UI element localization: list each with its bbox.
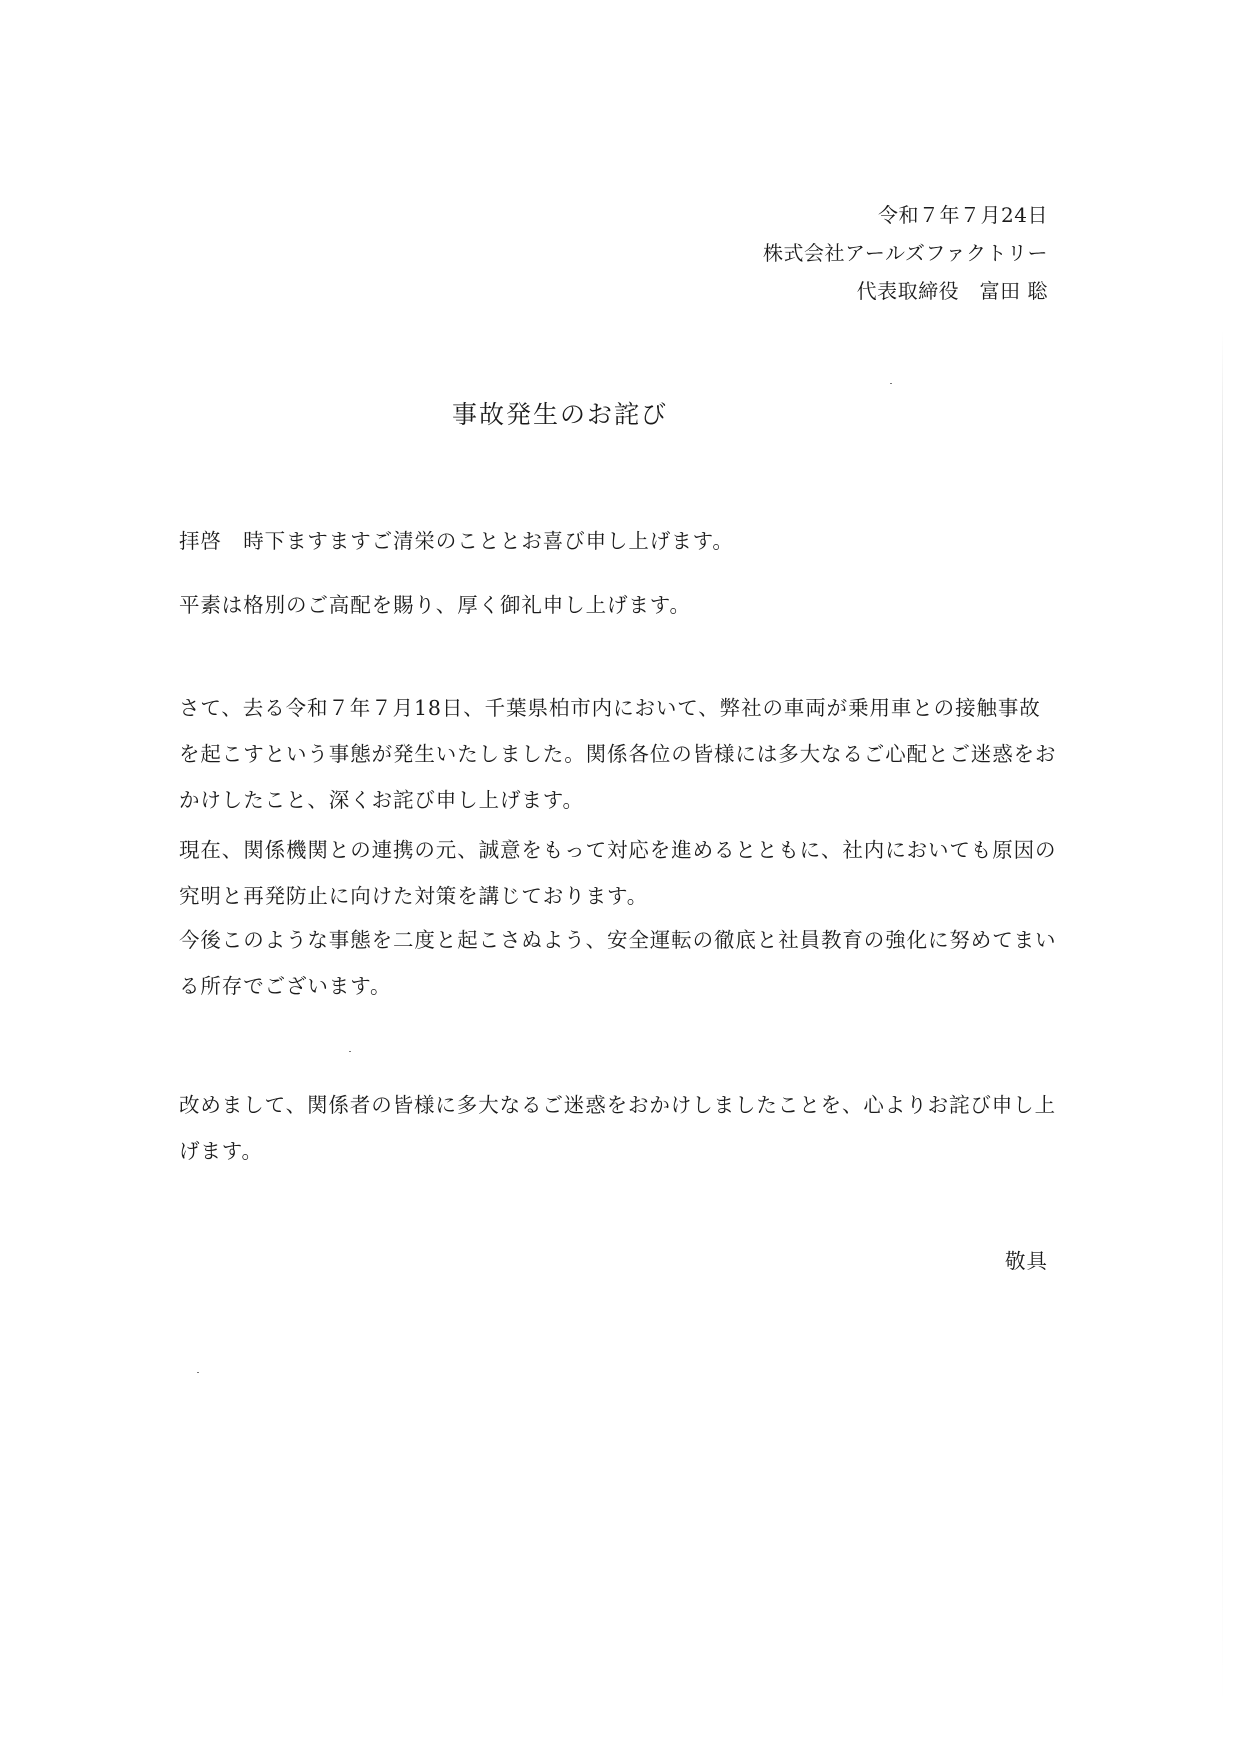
apology-paragraph: 改めまして、関係者の皆様に多大なるご迷惑をおかけしましたことを、心よりお詫び申し上げます。 — [179, 1093, 1056, 1163]
scan-speck — [890, 383, 892, 384]
thanks-paragraph: 平素は格別のご高配を賜り、厚く御礼申し上げます。 — [179, 593, 691, 617]
letter-date: 令和７年７月24日 — [878, 203, 1048, 227]
scan-speck — [349, 1051, 351, 1052]
response-paragraph: 現在、関係機関との連携の元、誠意をもって対応を進めるとともに、社内においても原因の究明と再発防止に向けた対策を講じております。 — [179, 838, 1057, 908]
closing-word: 敬具 — [1005, 1249, 1048, 1273]
scan-edge-line — [1222, 330, 1223, 1710]
company-name: 株式会社アールズファクトリー — [763, 241, 1048, 265]
greeting-paragraph: 拝啓 時下ますますご清栄のこととお喜び申し上げます。 — [179, 529, 734, 553]
representative-name: 代表取締役 富田 聡 — [856, 279, 1048, 303]
incident-paragraph: さて、去る令和７年７月18日、千葉県柏市内において、弊社の車両が乗用車との接触事故を起こすという事態が発生いたしました。関係各位の皆様には多大なるご心配とご迷惑をおかけしたこと、深くお詫び申し上げます。 — [179, 696, 1057, 812]
sender-block — [763, 196, 1048, 310]
prevention-paragraph: 今後このような事態を二度と起こさぬよう、安全運転の徹底と社員教育の強化に努めてまいる所存でございます。 — [179, 928, 1057, 998]
scan-speck — [197, 1372, 199, 1373]
page-title: 事故発生のお詫び — [451, 400, 668, 429]
